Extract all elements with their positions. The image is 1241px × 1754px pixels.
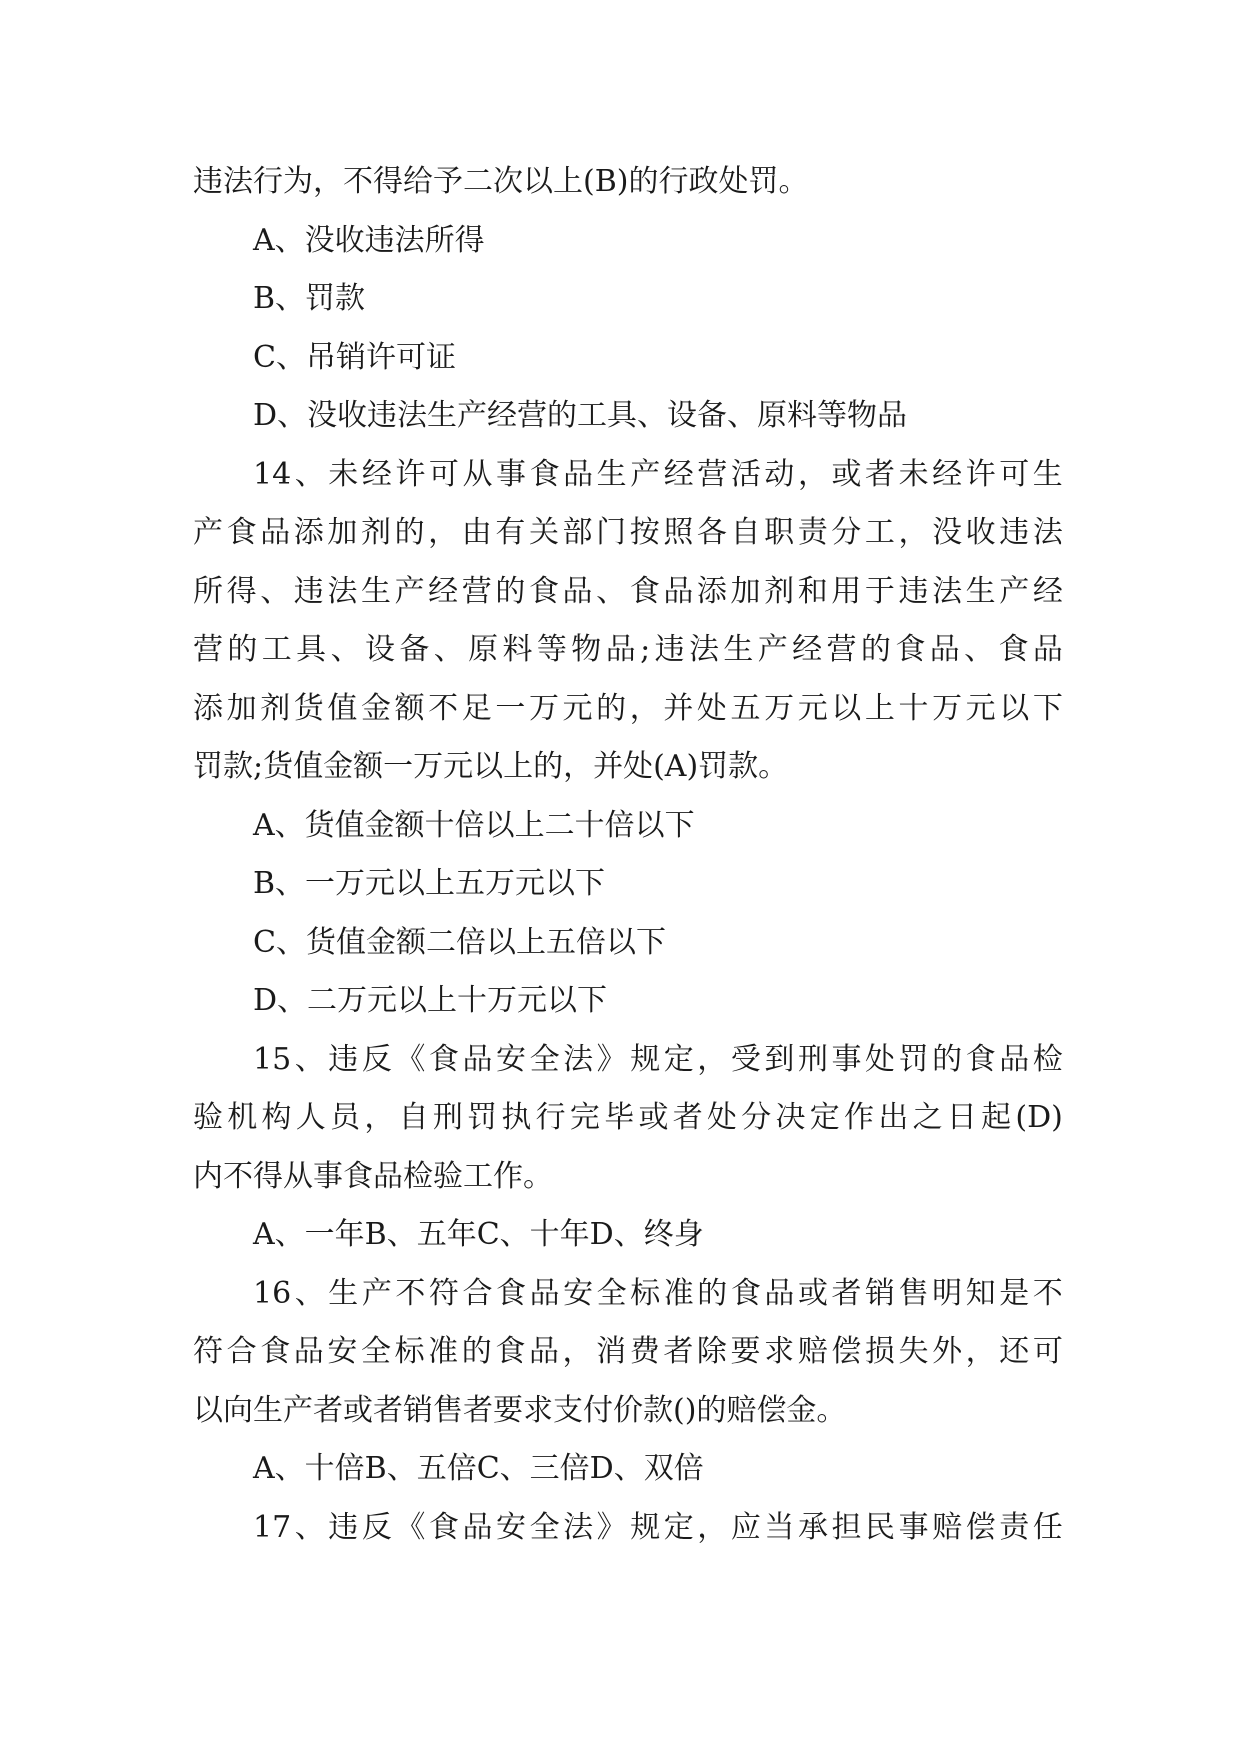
glyph: 品 [764, 1275, 795, 1311]
glyph: 决 [775, 1100, 806, 1135]
glyph: 于 [864, 573, 895, 609]
glyph: 不 [395, 1275, 426, 1311]
glyph: 分 [741, 1100, 772, 1135]
glyph: 民 [865, 1509, 896, 1545]
glyph: 偿 [965, 1509, 996, 1545]
glyph: 所 [193, 573, 223, 609]
glyph: 备 [399, 632, 430, 667]
glyph: 15 [253, 1041, 292, 1077]
glyph: 由 [461, 515, 492, 550]
glyph: 是 [999, 1275, 1030, 1311]
glyph: 食 [226, 515, 257, 550]
glyph: 产 [630, 456, 661, 492]
glyph: 的 [932, 1041, 963, 1077]
glyph: 法 [688, 632, 719, 667]
glyph: 责 [797, 515, 828, 550]
glyph: 下 [1032, 690, 1063, 726]
glyph: 准 [428, 1334, 459, 1369]
glyph: 担 [831, 1509, 862, 1545]
text-line [193, 621, 1063, 680]
glyph: 任 [1032, 1509, 1063, 1545]
question-17-line [193, 1499, 1063, 1558]
glyph: 一 [495, 690, 526, 726]
glyph: ， [797, 456, 828, 492]
glyph: 》 [596, 1509, 627, 1545]
question-16-line [193, 1265, 1063, 1324]
glyph: 食 [428, 1509, 459, 1545]
glyph: 规 [630, 1041, 661, 1077]
glyph: 之 [912, 1100, 943, 1135]
glyph: 违 [293, 573, 324, 609]
glyph: 者 [831, 1275, 862, 1311]
glyph: 品 [462, 1041, 493, 1077]
glyph: 收 [965, 515, 996, 550]
option-d: D、没收违法生产经营的工具、设备、原料等物品 [253, 398, 908, 433]
glyph: 许 [965, 456, 996, 492]
glyph: 食 [260, 1334, 291, 1369]
glyph: 产 [193, 515, 223, 550]
text-line [193, 1323, 1063, 1382]
glyph: 分 [831, 515, 862, 550]
glyph: 责 [999, 1509, 1030, 1545]
glyph: 部 [562, 515, 593, 550]
glyph: 定 [663, 1509, 694, 1545]
glyph: 全 [529, 1041, 560, 1077]
glyph: ， [629, 690, 660, 726]
glyph: 处 [865, 1041, 896, 1077]
glyph: 万 [528, 690, 559, 726]
glyph: 经 [1032, 573, 1063, 609]
glyph: 事 [831, 1041, 862, 1077]
glyph: 原 [468, 632, 499, 667]
question-14-line [193, 446, 1063, 505]
glyph: 活 [730, 456, 761, 492]
glyph: 应 [730, 1509, 761, 1545]
glyph: 可 [1032, 1334, 1063, 1369]
glyph: 偿 [831, 1334, 862, 1369]
glyph: 或 [831, 456, 862, 492]
text-line [193, 504, 1063, 563]
glyph: 的 [394, 515, 425, 550]
glyph: 品 [528, 1334, 559, 1369]
glyph: 、 [294, 456, 325, 492]
glyph: 以 [831, 690, 862, 726]
glyph: 经 [663, 456, 694, 492]
glyph: 员 [330, 1100, 361, 1135]
glyph: 赔 [932, 1509, 963, 1545]
glyph: 的 [227, 632, 258, 667]
glyph: 可 [428, 456, 459, 492]
glyph: 销 [865, 1275, 896, 1311]
glyph: 机 [227, 1100, 258, 1135]
glyph: 16 [253, 1275, 292, 1311]
glyph: 出 [878, 1100, 909, 1135]
glyph: 五 [730, 690, 761, 726]
glyph: 的 [697, 1275, 728, 1311]
glyph: 添 [293, 515, 324, 550]
glyph: 品 [663, 573, 694, 609]
glyph: 经 [932, 456, 963, 492]
glyph: 定 [663, 1041, 694, 1077]
glyph: 产 [361, 1275, 392, 1311]
glyph: 食 [496, 1275, 527, 1311]
glyph: 事 [898, 1509, 929, 1545]
glyph: 各 [696, 515, 727, 550]
glyph: 标 [630, 1275, 661, 1311]
glyph: 当 [764, 1509, 795, 1545]
glyph: 食 [529, 456, 560, 492]
glyph: ， [965, 1334, 996, 1369]
glyph: 金 [360, 690, 391, 726]
glyph: 作 [844, 1100, 875, 1135]
glyph: 元 [797, 690, 828, 726]
glyph: 起 [981, 1100, 1012, 1135]
glyph: 营 [193, 632, 223, 667]
glyph: 产 [999, 573, 1030, 609]
glyph: 《 [395, 1041, 426, 1077]
glyph: 未 [898, 456, 929, 492]
glyph: 食 [998, 632, 1029, 667]
option-b: B、一万元以上五万元以下 [253, 866, 606, 901]
glyph: 合 [462, 1275, 493, 1311]
glyph: 值 [327, 690, 358, 726]
glyph: ， [364, 1100, 395, 1135]
question-15-line [193, 1031, 1063, 1090]
glyph: 品 [605, 632, 636, 667]
glyph: 除 [696, 1334, 727, 1369]
option-a: A、货值金额十倍以上二十倍以下 [253, 807, 695, 843]
glyph: 定 [809, 1100, 840, 1135]
glyph: 生 [1032, 456, 1063, 492]
glyph: 可 [999, 456, 1030, 492]
glyph: 明 [932, 1275, 963, 1311]
glyph: 违 [999, 515, 1030, 550]
glyph: 反 [361, 1041, 392, 1077]
glyph: 十 [898, 690, 929, 726]
glyph: 构 [261, 1100, 292, 1135]
glyph: 执 [501, 1100, 532, 1135]
glyph: 生 [723, 632, 754, 667]
glyph: 加 [226, 690, 257, 726]
glyph: 准 [663, 1275, 694, 1311]
glyph: 货 [293, 690, 324, 726]
glyph: 、 [294, 1041, 325, 1077]
glyph: 没 [932, 515, 963, 550]
glyph: 、 [294, 1275, 325, 1311]
text-line [193, 1089, 1063, 1148]
glyph: 、 [964, 632, 995, 667]
glyph: 违 [898, 573, 929, 609]
glyph: 按 [629, 515, 660, 550]
glyph: 符 [428, 1275, 459, 1311]
glyph: 食 [730, 1275, 761, 1311]
glyph: 完 [569, 1100, 600, 1135]
glyph: 品 [1032, 632, 1063, 667]
glyph: 等 [536, 632, 567, 667]
glyph: 违 [328, 1509, 359, 1545]
glyph: 具 [296, 632, 327, 667]
glyph: 品 [562, 573, 593, 609]
options-line: A、十倍B、五倍C、三倍D、双倍 [253, 1451, 704, 1486]
glyph: 足 [461, 690, 492, 726]
glyph: 生 [965, 573, 996, 609]
glyph: 售 [898, 1275, 929, 1311]
glyph: 自 [730, 515, 761, 550]
glyph: 验 [193, 1100, 223, 1135]
glyph: 《 [395, 1509, 426, 1545]
glyph: 受 [730, 1041, 761, 1077]
glyph: 全 [596, 1275, 627, 1311]
glyph: 工 [864, 515, 895, 550]
glyph: 万 [932, 690, 963, 726]
glyph: 法 [932, 573, 963, 609]
glyph: 工 [261, 632, 292, 667]
glyph: ， [898, 515, 929, 550]
text-line: 以向生产者或者销售者要求支付价款()的赔偿金。 [193, 1392, 847, 1428]
glyph: 元 [562, 690, 593, 726]
glyph: 加 [327, 515, 358, 550]
glyph: 和 [797, 573, 828, 609]
glyph: 品 [529, 1275, 560, 1311]
glyph: 经 [428, 573, 459, 609]
text-line [193, 680, 1063, 739]
text-line: 违法行为，不得给予二次以上(B)的行政处罚。 [193, 164, 809, 199]
glyph: (D) [1015, 1100, 1063, 1135]
glyph: 失 [898, 1334, 929, 1369]
glyph: 食 [528, 573, 559, 609]
glyph: 安 [563, 1275, 594, 1311]
glyph: 品 [999, 1041, 1030, 1077]
glyph: 万 [764, 690, 795, 726]
glyph: ， [697, 1509, 728, 1545]
glyph: 检 [1032, 1041, 1063, 1077]
glyph: 毕 [604, 1100, 635, 1135]
glyph: 关 [528, 515, 559, 550]
glyph: 刑 [797, 1041, 828, 1077]
glyph: 处 [696, 690, 727, 726]
glyph: 法 [563, 1041, 594, 1077]
glyph: 赔 [797, 1334, 828, 1369]
glyph: 未 [328, 456, 359, 492]
glyph: 者 [865, 456, 896, 492]
glyph: 产 [394, 573, 425, 609]
glyph: 人 [295, 1100, 326, 1135]
glyph: 符 [193, 1334, 223, 1369]
glyph: 合 [226, 1334, 257, 1369]
glyph: 违 [328, 1041, 359, 1077]
glyph: 、 [260, 573, 291, 609]
glyph: 自 [398, 1100, 429, 1135]
glyph: 或 [638, 1100, 669, 1135]
glyph: 者 [663, 1334, 694, 1369]
glyph: 要 [730, 1334, 761, 1369]
glyph: 门 [596, 515, 627, 550]
glyph: 反 [361, 1509, 392, 1545]
glyph: 额 [394, 690, 425, 726]
glyph: 上 [864, 690, 895, 726]
glyph: 生 [360, 573, 391, 609]
text-line [193, 563, 1063, 622]
glyph: 外 [932, 1334, 963, 1369]
glyph: 处 [706, 1100, 737, 1135]
glyph: 规 [630, 1509, 661, 1545]
glyph: 求 [764, 1334, 795, 1369]
glyph: 添 [193, 690, 223, 726]
glyph: 品 [260, 515, 291, 550]
glyph: ; [640, 632, 651, 667]
glyph: ， [697, 1041, 728, 1077]
glyph: 者 [672, 1100, 703, 1135]
glyph: 或 [797, 1275, 828, 1311]
glyph: 食 [428, 1041, 459, 1077]
glyph: 、 [433, 632, 464, 667]
glyph: 还 [999, 1334, 1030, 1369]
glyph: 营 [461, 573, 492, 609]
glyph: 费 [629, 1334, 660, 1369]
glyph: 经 [361, 456, 392, 492]
glyph: 标 [394, 1334, 425, 1369]
glyph: 、 [330, 632, 361, 667]
glyph: 品 [563, 456, 594, 492]
glyph: 物 [571, 632, 602, 667]
glyph: ， [562, 1334, 593, 1369]
glyph: 行 [535, 1100, 566, 1135]
glyph: 职 [764, 515, 795, 550]
glyph: 许 [395, 456, 426, 492]
glyph: 经 [792, 632, 823, 667]
glyph: 生 [328, 1275, 359, 1311]
glyph: 营 [826, 632, 857, 667]
option-b: B、罚款 [253, 281, 366, 316]
glyph: 知 [965, 1275, 996, 1311]
glyph: 违 [654, 632, 685, 667]
glyph: 法 [327, 573, 358, 609]
glyph: 法 [563, 1509, 594, 1545]
option-c: C、货值金额二倍以上五倍以下 [253, 924, 666, 960]
glyph: 事 [496, 456, 527, 492]
glyph: 产 [757, 632, 788, 667]
glyph: 用 [831, 573, 862, 609]
text-line: 罚款;货值金额一万元以上的，并处(A)罚款。 [193, 749, 789, 784]
options-line: A、一年B、五年C、十年D、终身 [253, 1217, 704, 1252]
glyph: 消 [596, 1334, 627, 1369]
glyph: 营 [697, 456, 728, 492]
glyph: 动 [764, 456, 795, 492]
glyph: 不 [1032, 1275, 1063, 1311]
glyph: 料 [502, 632, 533, 667]
glyph: 有 [495, 515, 526, 550]
glyph: 安 [496, 1041, 527, 1077]
document-body [193, 153, 1063, 1557]
glyph: 的 [596, 690, 627, 726]
glyph: 全 [360, 1334, 391, 1369]
glyph: 全 [529, 1509, 560, 1545]
glyph: 损 [864, 1334, 895, 1369]
glyph: 罚 [467, 1100, 498, 1135]
glyph: 食 [495, 1334, 526, 1369]
glyph: 照 [663, 515, 694, 550]
glyph: 》 [596, 1041, 627, 1077]
glyph: 食 [965, 1041, 996, 1077]
glyph: 食 [895, 632, 926, 667]
option-c: C、吊销许可证 [253, 339, 456, 375]
glyph: 14 [253, 456, 292, 492]
glyph: 剂 [764, 573, 795, 609]
glyph: 的 [461, 1334, 492, 1369]
glyph: 日 [946, 1100, 977, 1135]
glyph: ， [428, 515, 459, 550]
glyph: 生 [596, 456, 627, 492]
glyph: 添 [696, 573, 727, 609]
glyph: 以 [999, 690, 1030, 726]
glyph: 加 [730, 573, 761, 609]
option-a: A、没收违法所得 [253, 222, 485, 258]
glyph: 品 [929, 632, 960, 667]
glyph: 法 [1032, 515, 1063, 550]
glyph: 食 [629, 573, 660, 609]
glyph: 品 [293, 1334, 324, 1369]
glyph: 的 [860, 632, 891, 667]
glyph: 的 [495, 573, 526, 609]
option-d: D、二万元以上十万元以下 [253, 983, 608, 1018]
glyph: 罚 [898, 1041, 929, 1077]
glyph: 元 [965, 690, 996, 726]
glyph: 并 [663, 690, 694, 726]
text-line: 内不得从事食品检验工作。 [193, 1158, 553, 1194]
glyph: 品 [462, 1509, 493, 1545]
glyph: 安 [327, 1334, 358, 1369]
glyph: 17 [253, 1509, 292, 1545]
glyph: 承 [797, 1509, 828, 1545]
glyph: 刑 [432, 1100, 463, 1135]
glyph: 从 [462, 456, 493, 492]
glyph: 得 [226, 573, 257, 609]
glyph: 到 [764, 1041, 795, 1077]
glyph: 、 [596, 573, 627, 609]
glyph: 安 [496, 1509, 527, 1545]
glyph: 剂 [360, 515, 391, 550]
glyph: 剂 [260, 690, 291, 726]
glyph: 、 [294, 1509, 325, 1545]
glyph: 设 [364, 632, 395, 667]
glyph: 不 [428, 690, 459, 726]
